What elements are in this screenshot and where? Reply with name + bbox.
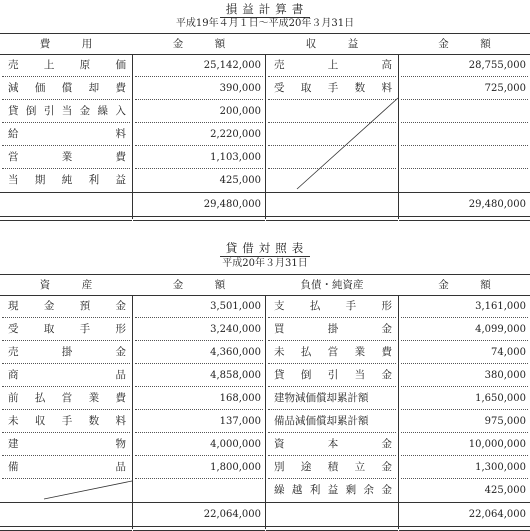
header-amount-left: 金 額 [172,38,226,50]
right-item-amount: 425,000 [484,485,526,496]
label-char: 原 [79,59,91,71]
label-char: 金 [115,346,126,358]
right-item-label: 備品減価償却累計額 [274,415,369,427]
label-char: 立 [354,461,366,473]
left-item-amount: 3,240,000 [210,324,261,335]
right-item-amount: 380,000 [484,370,526,381]
total-double-rule [266,216,398,221]
label-char: 繰 [97,105,109,117]
label-char: 業 [354,346,366,358]
left-item-amount: 4,360,000 [210,347,261,358]
income-statement-body [0,54,530,216]
left-item-amount: 1,800,000 [210,462,261,473]
header-expenses: 費 用 [39,38,93,50]
label-char: 金 [79,105,91,117]
income-statement-period: 平成19年４月１日～平成20年３月31日 [175,18,355,29]
label-char: 金 [381,369,392,381]
header-amount-left: 金 額 [172,279,226,291]
label-char: 金 [381,438,392,450]
header-amount-right: 金 額 [438,279,491,291]
label-char: 料 [115,415,126,427]
label-char: 手 [61,415,73,427]
right-item-amount: 1,300,000 [475,462,526,473]
balance-sheet-title: 貸借対照表 [0,241,530,255]
right-item-amount: 10,000,000 [468,439,526,450]
left-item-amount: 137,000 [219,416,261,427]
label-char: 払 [34,392,46,404]
label-char: 売 [274,59,285,71]
label-char: 売 [8,59,19,71]
label-char: 未 [274,346,285,358]
diagonal-line [297,98,398,189]
right-total-amount: 29,480,000 [468,199,526,210]
label-char: 業 [88,392,100,404]
right-item-amount: 3,161,000 [475,301,526,312]
label-char: 取 [43,323,55,335]
label-char: 貸 [8,105,19,117]
label-char: 商 [8,369,19,381]
left-total-amount: 22,064,000 [203,509,261,520]
label-char: 剰 [345,484,357,496]
label-char: 料 [381,82,392,94]
right-item-amount: 975,000 [484,416,526,427]
label-char: 現 [8,300,19,312]
label-char: 金 [381,484,392,496]
label-char: 上 [327,59,339,71]
label-char: 買 [274,323,285,335]
label-char: 営 [327,346,339,358]
label-char: 業 [61,151,73,163]
label-char: 越 [291,484,303,496]
right-item-amount: 28,755,000 [468,60,526,71]
label-char: 預 [79,300,91,312]
label-char: 金 [115,300,126,312]
balance-sheet-body [0,295,530,529]
label-char: 繰 [274,484,285,496]
label-char: 却 [88,82,100,94]
label-char: 支 [274,300,285,312]
right-item-amount: 74,000 [491,347,526,358]
label-char: 余 [363,484,375,496]
label-char: 倒 [25,105,37,117]
income-statement-title: 損益計算書 [0,2,530,16]
label-char: 前 [8,392,19,404]
header-revenues: 収 益 [305,38,359,50]
label-char: 入 [115,105,126,117]
label-char: 払 [309,300,321,312]
label-char: 利 [88,174,100,186]
label-char: 貸 [274,369,285,381]
label-char: 費 [115,151,126,163]
label-char: 積 [327,461,339,473]
label-char: 減 [8,82,19,94]
label-char: 価 [34,82,46,94]
total-double-rule [399,216,530,221]
header-liabilities: 負債・純資産 [300,279,364,291]
empty-space-diagonal [0,295,530,502]
label-char: 未 [8,415,19,427]
label-char: 手 [79,323,91,335]
label-char: 費 [115,82,126,94]
label-char: 物 [115,438,126,450]
label-char: 数 [88,415,100,427]
label-char: 品 [115,461,126,473]
label-char: 利 [309,484,321,496]
label-char: 高 [381,59,392,71]
right-total-amount: 22,064,000 [468,509,526,520]
label-char: 形 [381,300,392,312]
label-char: 手 [327,82,339,94]
label-char: 純 [61,174,73,186]
right-item-amount: 4,099,000 [475,324,526,335]
label-char: 手 [345,300,357,312]
income-statement-header [0,33,530,55]
right-item-amount: 1,650,000 [475,393,526,404]
left-item-amount: 1,103,000 [210,152,261,163]
label-char: 金 [381,323,392,335]
label-char: 受 [274,82,285,94]
total-double-rule [0,216,132,221]
label-char: 建 [8,438,19,450]
label-char: 営 [61,392,73,404]
total-double-rule [133,216,265,221]
label-char: 払 [300,346,312,358]
right-item-label: 建物減価償却累計額 [274,392,369,404]
right-item-amount: 725,000 [484,83,526,94]
label-char: 受 [8,323,19,335]
label-char: 形 [115,323,126,335]
label-char: 収 [34,415,46,427]
label-char: 引 [43,105,55,117]
label-char: 益 [115,174,126,186]
left-item-amount: 390,000 [219,83,261,94]
label-char: 掛 [61,346,73,358]
label-char: 数 [354,82,366,94]
left-total-amount: 29,480,000 [203,199,261,210]
label-char: 取 [300,82,312,94]
header-assets: 資 産 [39,279,93,291]
label-char: 品 [115,369,126,381]
label-char: 上 [43,59,55,71]
diagonal-line [44,481,132,499]
label-char: 途 [300,461,312,473]
label-char: 当 [8,174,19,186]
balance-sheet-date: 平成20年３月31日 [222,258,308,269]
left-item-amount: 425,000 [219,175,261,186]
label-char: 費 [381,346,392,358]
label-char: 売 [8,346,19,358]
label-char: 本 [327,438,339,450]
label-char: 給 [8,128,19,140]
balance-sheet-header [0,274,530,296]
label-char: 倒 [300,369,312,381]
label-char: 費 [115,392,126,404]
label-char: 当 [61,105,73,117]
left-item-amount: 4,858,000 [210,370,261,381]
label-char: 資 [274,438,285,450]
header-amount-right: 金 額 [438,38,491,50]
left-item-amount: 4,000,000 [210,439,261,450]
label-char: 備 [8,461,19,473]
left-item-amount: 2,220,000 [210,129,261,140]
label-char: 価 [115,59,126,71]
label-char: 期 [34,174,46,186]
label-char: 営 [8,151,19,163]
label-char: 引 [327,369,339,381]
left-item-amount: 25,142,000 [203,60,261,71]
empty-space-diagonal [0,54,530,192]
label-char: 当 [354,369,366,381]
left-item-amount: 200,000 [219,106,261,117]
label-char: 別 [274,461,285,473]
label-char: 償 [61,82,73,94]
left-item-amount: 3,501,000 [210,301,261,312]
left-item-amount: 168,000 [219,393,261,404]
label-char: 金 [43,300,55,312]
label-char: 益 [327,484,339,496]
label-char: 掛 [327,323,339,335]
label-char: 金 [381,461,392,473]
label-char: 料 [115,128,126,140]
